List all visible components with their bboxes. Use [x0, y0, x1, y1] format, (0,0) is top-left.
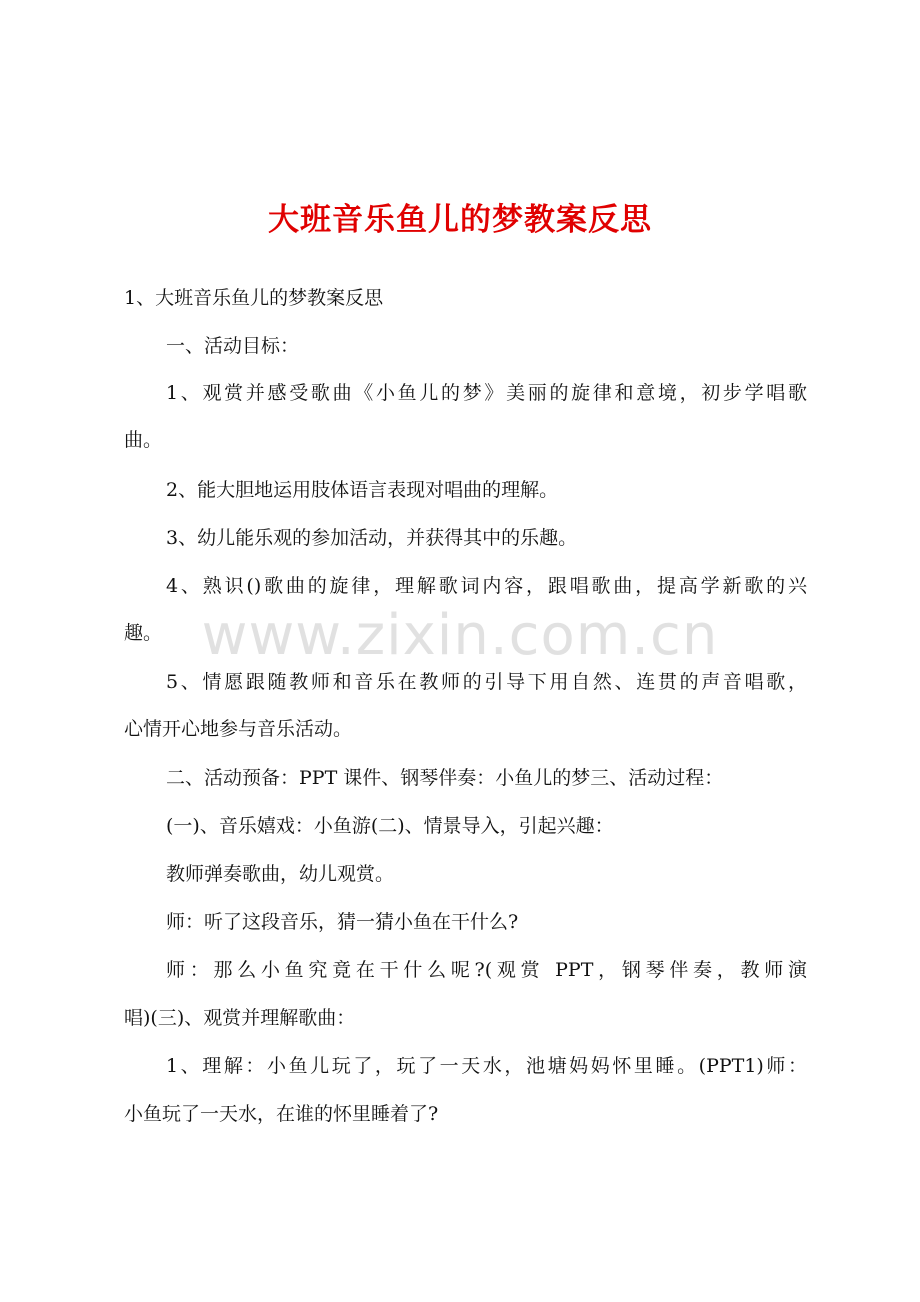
objective-2: 2、能大胆地运用肢体语言表现对唱曲的理解。	[166, 479, 559, 501]
music-game-heading: (一)、音乐嬉戏：小鱼游(二)、情景导入，引起兴趣：	[166, 815, 614, 837]
objective-1-line-1: 1、观赏并感受歌曲《小鱼儿的梦》美丽的旋律和意境，初步学唱歌	[166, 382, 807, 404]
objective-4-line-1: 4、熟识()歌曲的旋律，理解歌词内容，跟唱歌曲，提高学新歌的兴	[166, 575, 807, 597]
teacher-plays-line: 教师弹奏歌曲，幼儿观赏。	[166, 863, 395, 885]
objective-4-line-2: 趣。	[124, 622, 163, 644]
understanding-line-1: 1、理解：小鱼儿玩了，玩了一天水，池塘妈妈怀里睡。(PPT1)师：	[166, 1055, 807, 1077]
document-title: 大班音乐鱼儿的梦教案反思	[268, 202, 652, 238]
section-heading: 1、大班音乐鱼儿的梦教案反思	[124, 287, 384, 309]
watermark: www.zixin.com.cn	[201, 603, 719, 668]
teacher-question-2-line-2: 唱)(三)、观赏并理解歌曲：	[124, 1007, 356, 1029]
objectives-heading: 一、活动目标：	[166, 335, 300, 357]
objective-5-line-1: 5、情愿跟随教师和音乐在教师的引导下用自然、连贯的声音唱歌，	[166, 671, 807, 693]
preparation-paragraph: 二、活动预备：PPT 课件、钢琴伴奏：小鱼儿的梦三、活动过程：	[166, 767, 724, 789]
teacher-question-1: 师：听了这段音乐，猜一猜小鱼在干什么?	[166, 911, 519, 933]
objective-3: 3、幼儿能乐观的参加活动，并获得其中的乐趣。	[166, 527, 578, 549]
objective-5-line-2: 心情开心地参与音乐活动。	[124, 718, 353, 740]
understanding-line-2: 小鱼玩了一天水，在谁的怀里睡着了?	[124, 1103, 439, 1125]
objective-1-line-2: 曲。	[124, 429, 163, 451]
teacher-question-2-line-1: 师：那么小鱼究竟在干什么呢?(观赏 PPT，钢琴伴奏，教师演	[166, 959, 807, 981]
